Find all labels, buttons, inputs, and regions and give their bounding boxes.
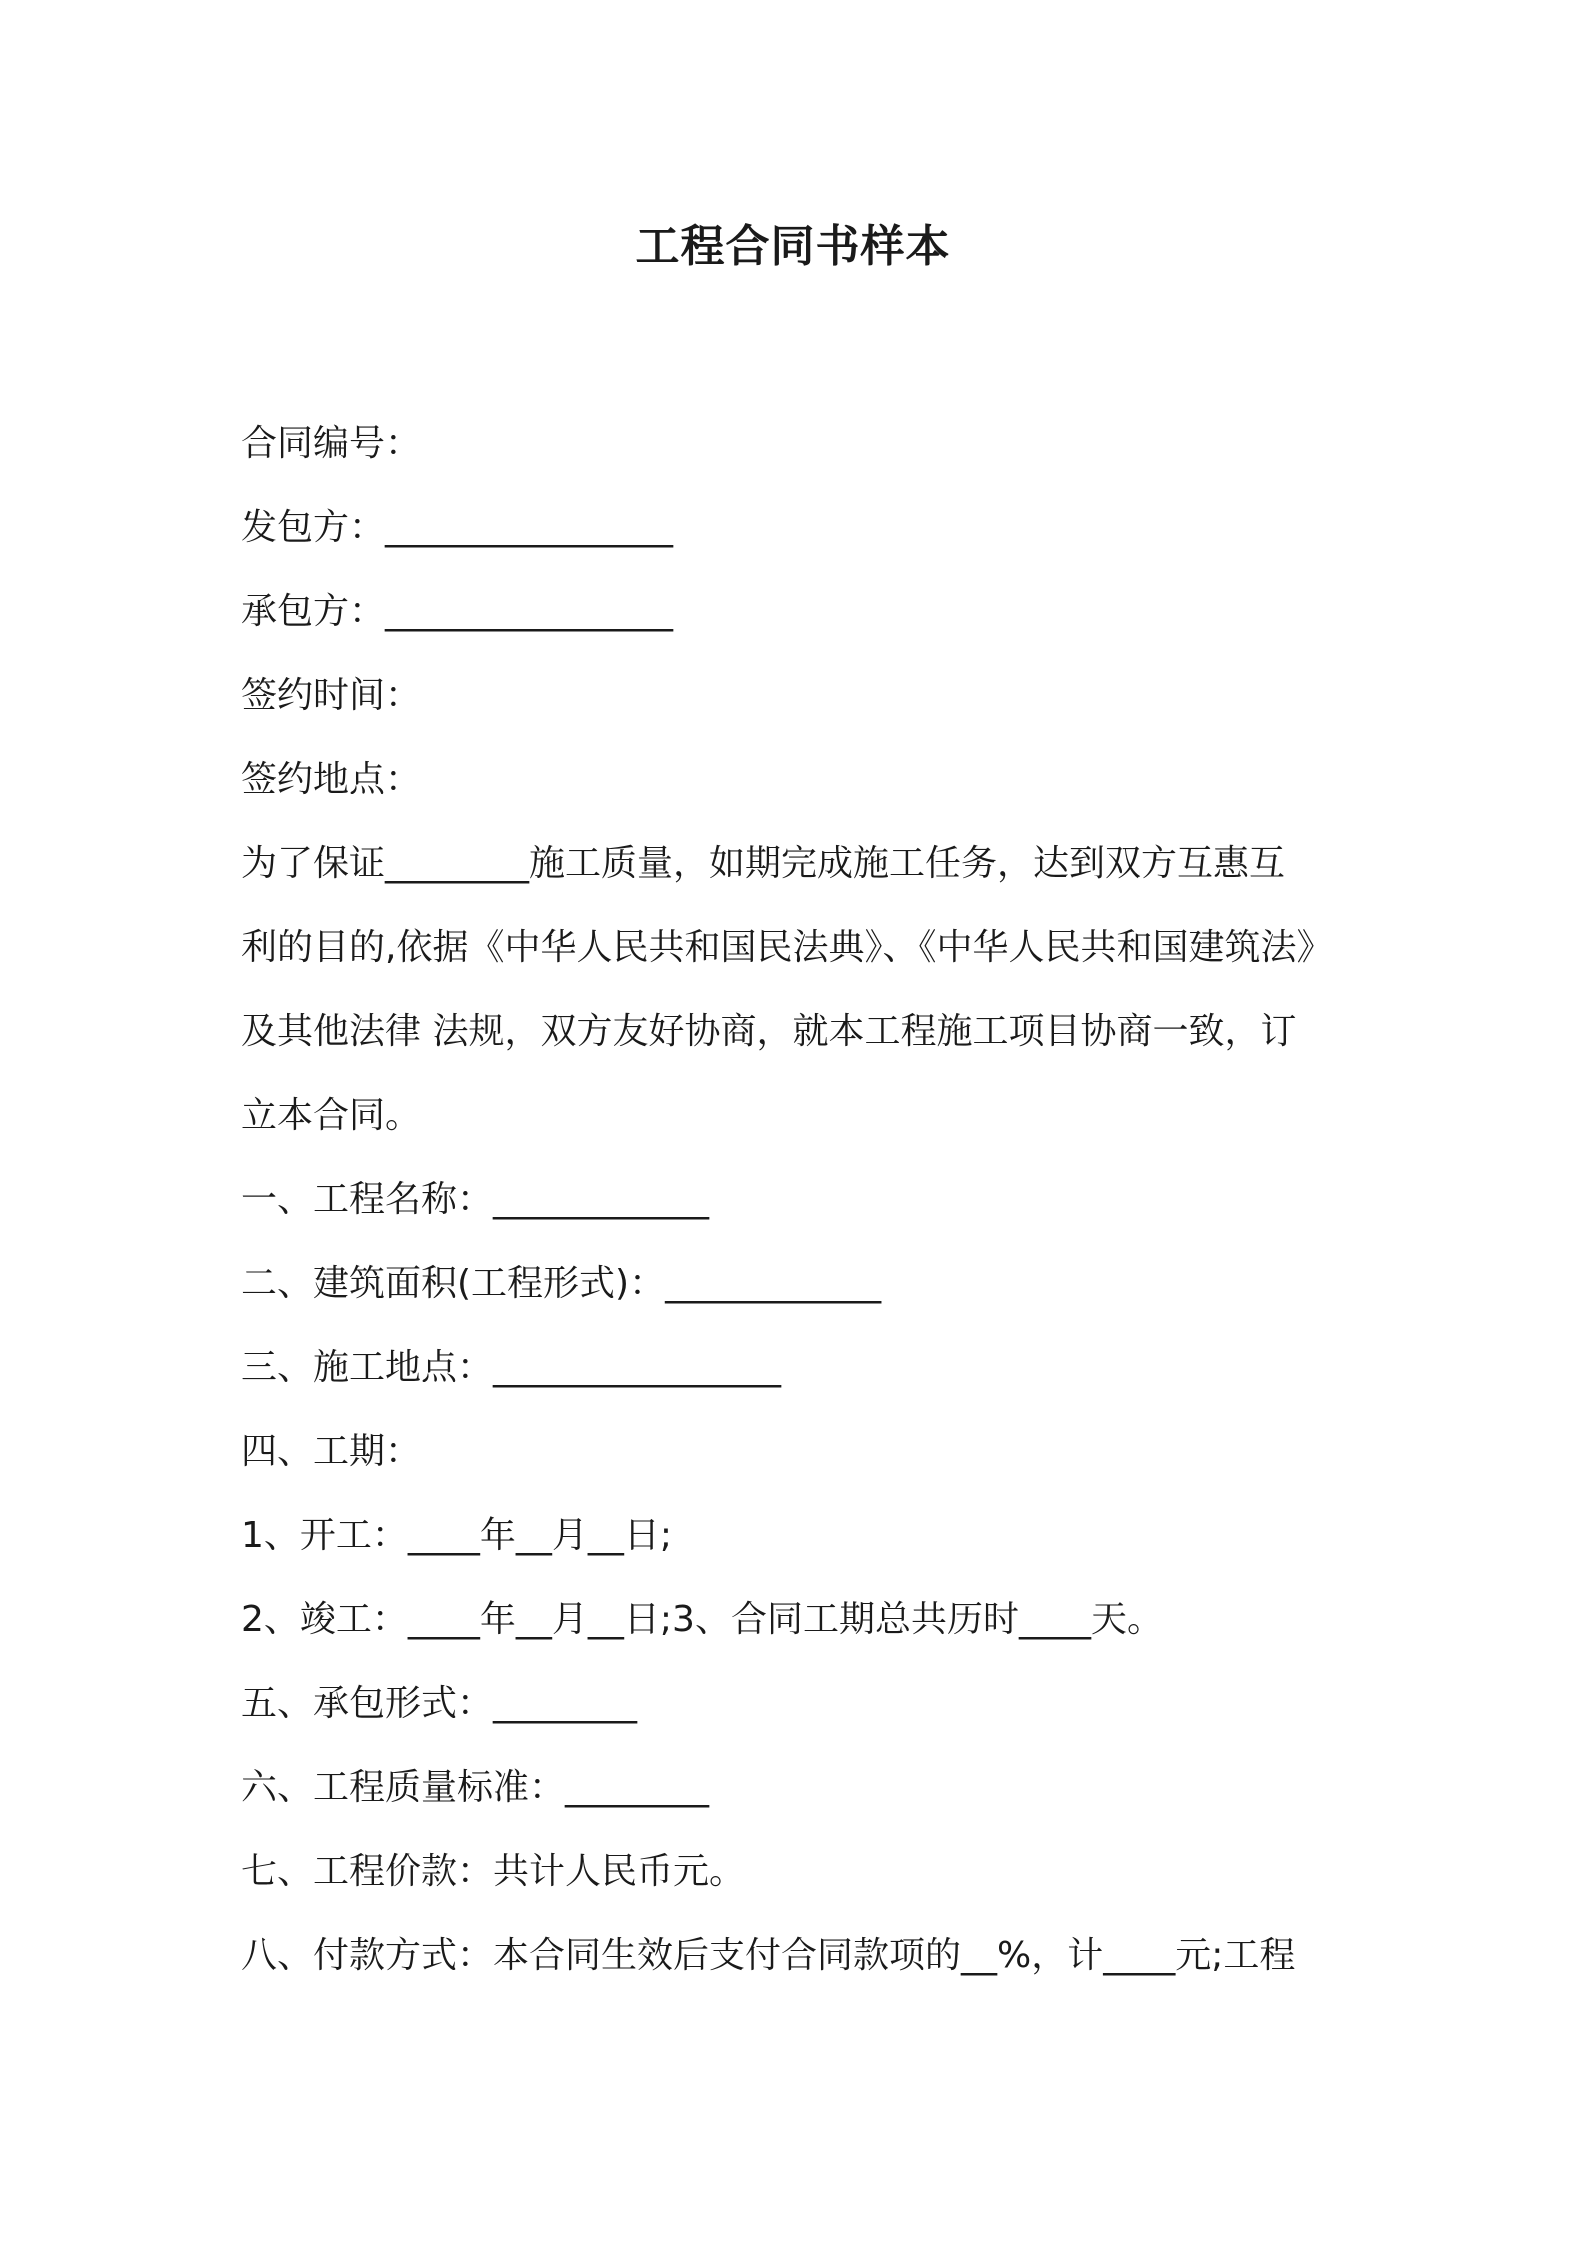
employer-line: 发包方：________________ <box>241 507 674 548</box>
project-name-line: 一、工程名称：____________ <box>241 1179 710 1220</box>
schedule-heading: 四、工期： <box>241 1431 422 1472</box>
preamble-line-4: 立本合同。 <box>241 1095 422 1136</box>
payment-method-line: 八、付款方式：本合同生效后支付合同款项的__%，计____元;工程 <box>241 1935 1296 1976</box>
building-area-line: 二、建筑面积(工程形式)：____________ <box>241 1263 882 1304</box>
signing-place-line: 签约地点： <box>241 759 422 800</box>
preamble-line-3: 及其他法律 法规，双方友好协商，就本工程施工项目协商一致，订 <box>241 1011 1297 1052</box>
contract-form-line: 五、承包形式：________ <box>241 1683 638 1724</box>
document-body <box>241 402 1361 1998</box>
document-title: 工程合同书样本 <box>635 221 951 272</box>
contract-number-line: 合同编号： <box>241 423 422 464</box>
contract-price-line: 七、工程价款：共计人民币元。 <box>241 1851 746 1892</box>
preamble-line-1: 为了保证________施工质量，如期完成施工任务，达到双方互惠互 <box>241 843 1286 884</box>
signing-time-line: 签约时间： <box>241 675 422 716</box>
construction-site-line: 三、施工地点：________________ <box>241 1347 782 1388</box>
quality-standard-line: 六、工程质量标准：________ <box>241 1767 710 1808</box>
completion-date-line: 2、竣工：____年__月__日;3、合同工期总共历时____天。 <box>241 1599 1163 1640</box>
contractor-line: 承包方：________________ <box>241 591 674 632</box>
preamble-line-2: 利的目的,依据《中华人民共和国民法典》、《中华人民共和国建筑法》 <box>241 927 1333 968</box>
start-date-line: 1、开工：____年__月__日; <box>241 1515 673 1556</box>
